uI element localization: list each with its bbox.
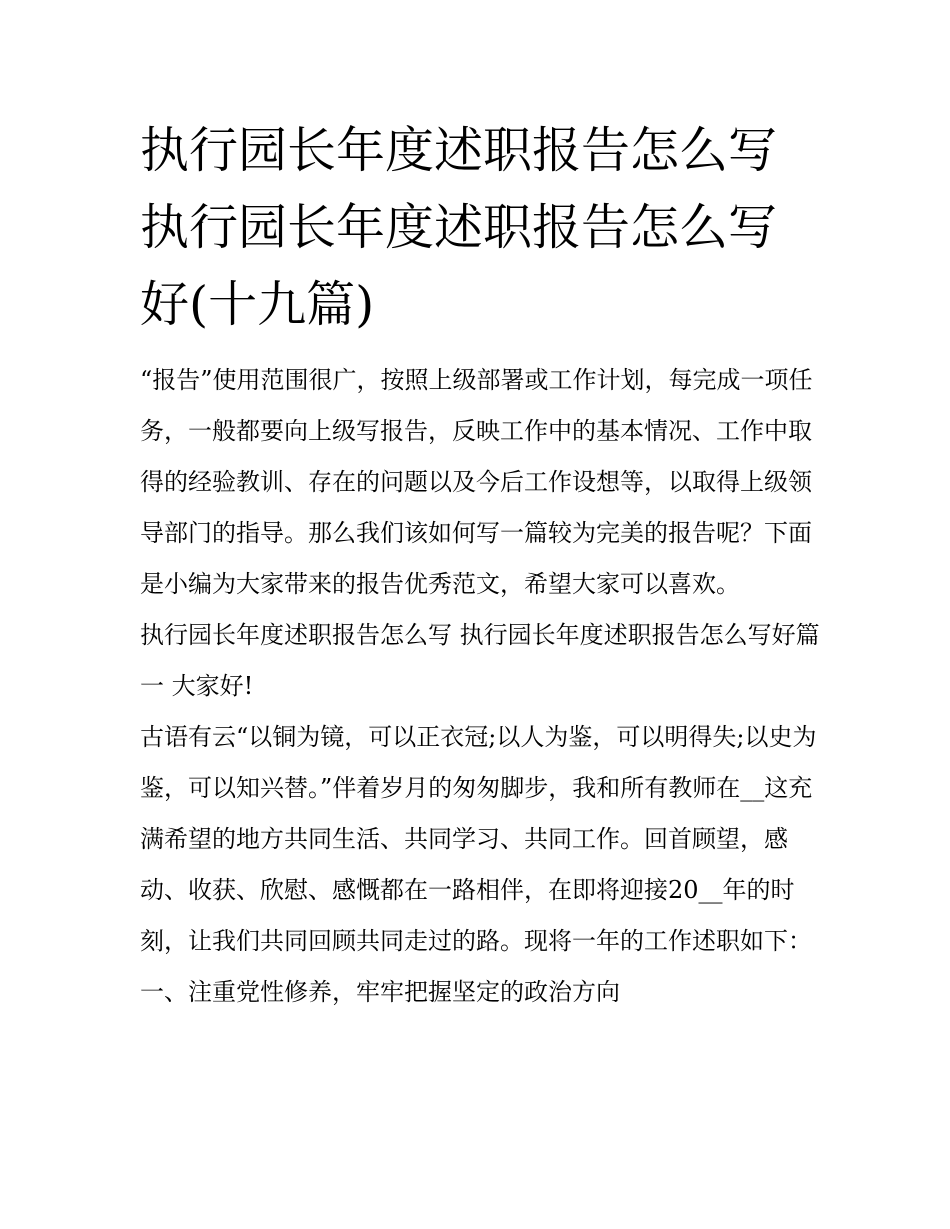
document-body bbox=[140, 355, 820, 1018]
section-heading-paragraph: 执行园长年度述职报告怎么写 执行园长年度述职报告怎么写好篇一 大家好! bbox=[140, 621, 820, 700]
section-heading-one: 一、注重党性修养，牢牢把握坚定的政治方向 bbox=[140, 978, 620, 1006]
intro-paragraph: “报告”使用范围很广，按照上级部署或工作计划，每完成一项任务，一般都要向上级写报告，反映工作中的基本情况、工作中取得的经验教训、存在的问题以及今后工作设想等，以取得上级领导部门的指导。那么我们该如何写一篇较为完美的报告呢？下面是小编为大家带来的报告优秀范文，希望大家可以喜欢。 bbox=[140, 366, 813, 598]
body-paragraph: 古语有云“以铜为镜，可以正衣冠;以人为鉴，可以明得失;以史为鉴，可以知兴替。”伴着岁月的匆匆脚步，我和所有教师在__这充满希望的地方共同生活、共同学习、共同工作。回首顾望，感动、收获、欣慰、感慨都在一路相伴，在即将迎接20__年的时刻，让我们共同回顾共同走过的路。现将一年的工作述职如下： bbox=[140, 723, 817, 955]
document-title: 执行园长年度述职报告怎么写 执行园长年度述职报告怎么写好(十九篇) bbox=[140, 122, 778, 333]
